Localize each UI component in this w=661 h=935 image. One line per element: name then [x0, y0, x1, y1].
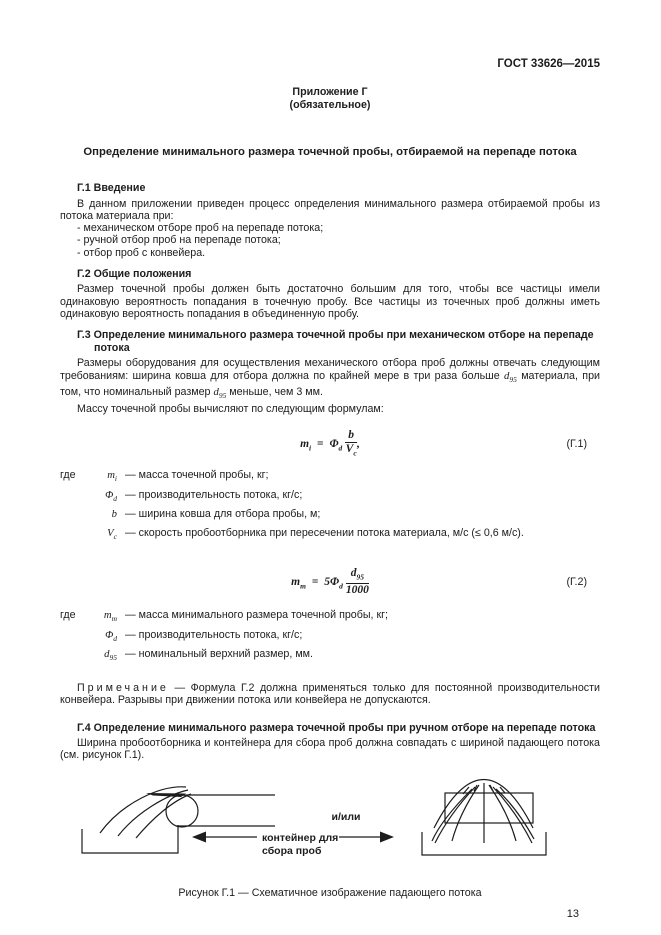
formula-g1-expression: $m_i = \Phi_d$ $\frac{b}{V_c}$ , — [300, 428, 360, 458]
where-list-1 — [60, 469, 600, 544]
formula-g2-label: (Г.2) — [566, 576, 587, 589]
definition: — ширина ковша для отбора пробы, м; — [125, 508, 321, 521]
container-label-line1: контейнер для — [262, 831, 339, 844]
formula-g1-label: (Г.1) — [566, 437, 587, 450]
where-row — [60, 489, 600, 505]
definition: — масса минимального размера точечной пробы, кг; — [125, 609, 389, 622]
term: $m_i$ — [107, 469, 117, 484]
container-label-line2: сбора проб — [262, 844, 322, 857]
annex-block — [60, 86, 600, 112]
list-item: - отбор проб с конвейера. — [77, 246, 206, 259]
note-g2: Примечание — Формула Г.2 должна применяться только для постоянной производительности конвейера. Разрывы при движении потока или конвейера не допускаются. — [60, 681, 600, 707]
and-or-label: и/или — [331, 810, 361, 823]
definition: — номинальный верхний размер, мм. — [125, 648, 313, 661]
section-g3-heading: Г.3 Определение минимального размера точечной пробы при механическом отборе на перепаде потока — [77, 329, 594, 354]
section-g2-heading: Г.2 Общие положения — [77, 267, 192, 280]
page-title: Определение минимального размера точечной пробы, отбираемой на перепаде потока — [83, 146, 577, 158]
pulley-circle — [166, 795, 198, 827]
where-list-2 — [60, 609, 600, 664]
where-row: где $m_i$ — масса точечной пробы, кг; — [60, 469, 600, 485]
sampler-frame — [445, 793, 533, 823]
note-label: Примечание — [77, 681, 169, 694]
d95-variable: $d_{95}$ — [213, 386, 227, 401]
where-row — [60, 648, 600, 664]
formula-g2 — [60, 568, 600, 596]
sample-container-left — [82, 825, 178, 853]
where-row — [60, 629, 600, 645]
left-arrowhead-icon — [192, 831, 206, 842]
term: $m_m$ — [103, 609, 117, 624]
term: $\Phi_d$ — [105, 628, 117, 643]
figure-labels — [192, 811, 394, 857]
definition: — производительность потока, кг/с; — [125, 488, 303, 501]
definition: — скорость пробоотборника при пересечении потока материала, м/с (≤ 0,6 м/с). — [125, 527, 524, 540]
g3-paragraph-1: Размеры оборудования для осуществления механического отбора проб должны отвечать следующим требованиям: ширина ковша для отбора должна по крайней мере в три раза больше $d_{95}$ материала, при том, что номинальный размер $d_{95}$ меньше, чем 3 мм. — [60, 357, 600, 401]
annex-kind: (обязательное) — [289, 99, 371, 111]
where-row — [60, 508, 600, 524]
annex-title: Приложение Г — [292, 86, 368, 98]
g1-paragraph: В данном приложении приведен процесс определения минимального размера отбираемой пробы из потока материала при: — [60, 197, 600, 222]
g4-paragraph: Ширина пробоотборника и контейнера для сбора проб должна совпадать с шириной падающего потока (см. рисунок Г.1). — [60, 737, 600, 762]
stream-curve — [136, 794, 191, 838]
figure-g1 — [60, 773, 600, 899]
falling-stream-figure — [60, 773, 600, 877]
list-item: - ручной отбор проб на перепаде потока; — [77, 234, 281, 247]
term: $\Phi_d$ — [105, 488, 117, 503]
g2-paragraph: Размер точечной пробы должен быть достаточно большим для того, чтобы все частицы имели одинаковую вероятность попадания в точечную пробу. Все частицы из точечных проб должны иметь одинаковую вероятность попадания в объединенную пробу. — [60, 283, 600, 321]
where-row: где $m_m$ — масса минимального размера точечной пробы, кг; — [60, 609, 600, 625]
fraction: $\frac{b}{V_c}$ — [345, 428, 357, 458]
definition: — производительность потока, кг/с; — [125, 628, 303, 641]
list-item: - механическом отборе проб на перепаде потока; — [77, 222, 324, 235]
formula-g1 — [60, 430, 600, 458]
d95-variable: $d_{95}$ — [504, 369, 517, 384]
section-g1-heading: Г.1 Введение — [77, 182, 146, 194]
falling-stream-drawing — [422, 779, 546, 855]
g3-paragraph-2: Массу точечной пробы вычисляют по следующим формулам: — [77, 402, 384, 415]
definition: — масса точечной пробы, кг; — [125, 469, 269, 482]
where-row — [60, 527, 600, 543]
fraction: $\frac{d_{95}}{1000}$ — [345, 566, 369, 597]
right-arrowhead-icon — [380, 831, 394, 842]
term: $d_{95}$ — [104, 648, 117, 663]
term: $V_c$ — [107, 527, 117, 542]
conveyor-drawing — [82, 787, 275, 853]
doc-code: ГОСТ 33626—2015 — [497, 58, 600, 70]
formula-g2-expression: $m_m = 5\Phi_d$ $\frac{d_{95}}{1000}$ — [291, 566, 369, 597]
figure-caption: Рисунок Г.1 — Схематичное изображение падающего потока — [178, 886, 482, 899]
term: b — [111, 508, 117, 521]
page-number: 13 — [566, 907, 579, 920]
section-g4-heading: Г.4 Определение минимального размера точечной пробы при ручном отборе на перепаде потока — [77, 721, 596, 734]
